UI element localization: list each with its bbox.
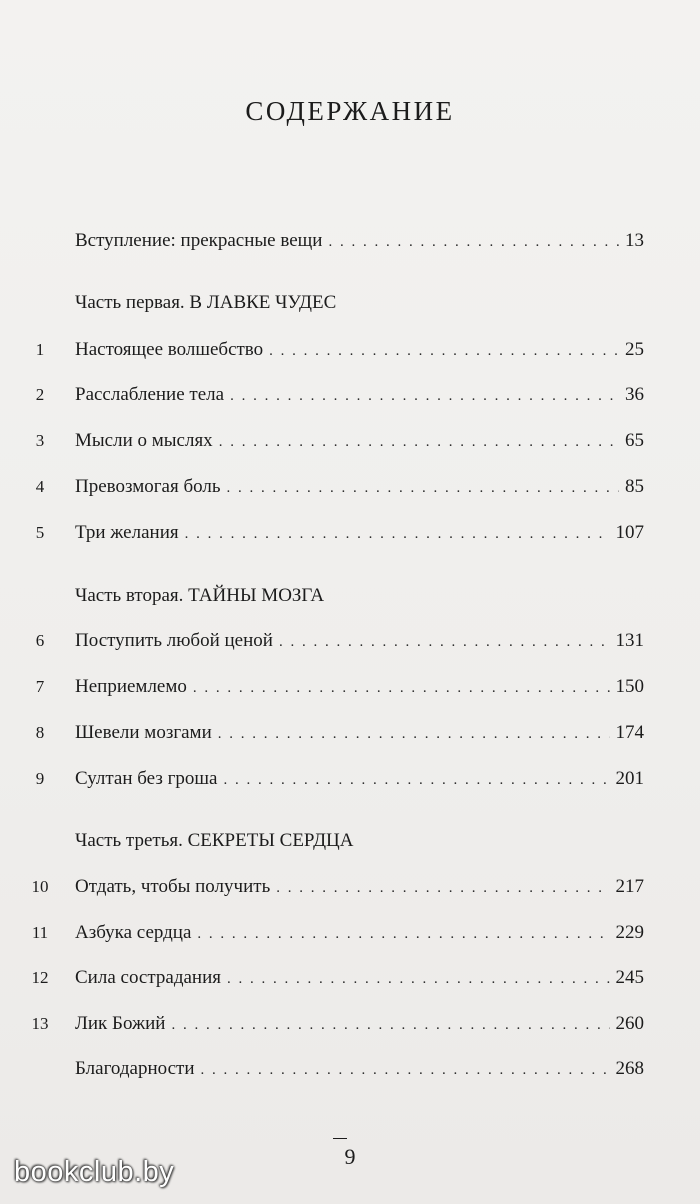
chapter-number: 7	[35, 677, 45, 696]
footer-rule	[333, 1138, 347, 1139]
chapter-number: 13	[31, 1014, 49, 1033]
toc-entry-page: 150	[615, 676, 644, 697]
toc-entry-label: Поступить любой ценой	[75, 630, 273, 651]
toc-entry-page: 260	[615, 1013, 644, 1034]
toc-entry-label: Превозмогая боль	[75, 476, 221, 497]
leader-dots	[328, 227, 619, 257]
toc-entry-page: 229	[615, 922, 644, 943]
chapter-number: 8	[35, 723, 45, 742]
toc-entry-label: Неприемлемо	[75, 676, 187, 697]
toc-entry-chapter	[0, 626, 700, 656]
leader-dots	[218, 719, 610, 749]
toc-entry-chapter	[0, 426, 700, 456]
toc-entry-label: Расслабление тела	[75, 384, 225, 405]
toc-entry-chapter	[0, 764, 700, 794]
toc-entry-label: Три желания	[75, 522, 179, 543]
toc-entry-page: 36	[625, 384, 644, 405]
leader-dots	[227, 473, 619, 503]
leader-dots	[230, 381, 619, 411]
toc-entry-chapter	[0, 672, 700, 702]
toc-entry-chapter	[0, 1009, 700, 1039]
leader-dots	[276, 873, 609, 903]
chapter-number: 1	[35, 340, 45, 359]
leader-dots	[227, 964, 610, 994]
toc-entry-page: 25	[625, 339, 644, 360]
toc-entry-label: Азбука сердца	[75, 922, 192, 943]
chapter-number: 10	[31, 877, 49, 896]
chapter-number: 11	[31, 923, 49, 942]
chapter-number: 2	[35, 385, 45, 404]
toc-entry-intro	[0, 226, 700, 256]
toc-entry-label: Вступление: прекрасные вещи	[75, 230, 323, 251]
toc-entry-chapter	[0, 872, 700, 902]
toc-entry-chapter	[0, 963, 700, 993]
toc-entry-chapter	[0, 335, 700, 365]
toc-entry-acknowledgements	[0, 1054, 700, 1084]
toc-entry-page: 217	[615, 876, 644, 897]
toc-entry-chapter	[0, 918, 700, 948]
toc-entry-chapter	[0, 380, 700, 410]
toc-entry-chapter	[0, 472, 700, 502]
toc-entry-label: Отдать, чтобы получить	[75, 876, 271, 897]
toc-entry-page: 85	[625, 476, 644, 497]
toc-entry-page: 245	[615, 967, 644, 988]
part-heading-3: Часть третья. СЕКРЕТЫ СЕРДЦА	[75, 830, 354, 851]
chapter-number: 4	[35, 477, 45, 496]
toc-entry-page: 13	[625, 230, 644, 251]
leader-dots	[219, 427, 619, 457]
leader-dots	[171, 1010, 609, 1040]
leader-dots	[279, 627, 610, 657]
leader-dots	[185, 519, 610, 549]
leader-dots	[223, 765, 609, 795]
toc-entry-page: 107	[615, 522, 644, 543]
chapter-number: 12	[31, 968, 49, 987]
chapter-number: 3	[35, 431, 45, 450]
part-heading-1: Часть первая. В ЛАВКЕ ЧУДЕС	[75, 292, 337, 313]
toc-entry-page: 201	[615, 768, 644, 789]
chapter-number: 9	[35, 769, 45, 788]
toc-entry-label: Настоящее волшебство	[75, 339, 264, 360]
toc-entry-page: 268	[615, 1058, 644, 1079]
leader-dots	[201, 1055, 610, 1085]
toc-entry-label: Сила сострадания	[75, 967, 221, 988]
toc-entry-page: 174	[615, 722, 644, 743]
leader-dots	[269, 336, 619, 366]
toc-entry-label: Шевели мозгами	[75, 722, 212, 743]
page-title: СОДЕРЖАНИЕ	[245, 96, 455, 126]
leader-dots	[193, 673, 610, 703]
part-heading-2: Часть вторая. ТАЙНЫ МОЗГА	[75, 585, 325, 606]
toc-entry-chapter	[0, 518, 700, 548]
toc-entry-chapter	[0, 718, 700, 748]
toc-entry-page: 131	[615, 630, 644, 651]
toc-entry-page: 65	[625, 430, 644, 451]
toc-entry-label: Благодарности	[75, 1058, 195, 1079]
toc-entry-label: Мысли о мыслях	[75, 430, 213, 451]
chapter-number: 6	[35, 631, 45, 650]
chapter-number: 5	[35, 523, 45, 542]
watermark: bookclub.by	[14, 1156, 175, 1188]
toc-entry-label: Лик Божий	[75, 1013, 166, 1034]
page-number: 9	[344, 1144, 356, 1169]
leader-dots	[197, 919, 609, 949]
toc-entry-label: Султан без гроша	[75, 768, 218, 789]
